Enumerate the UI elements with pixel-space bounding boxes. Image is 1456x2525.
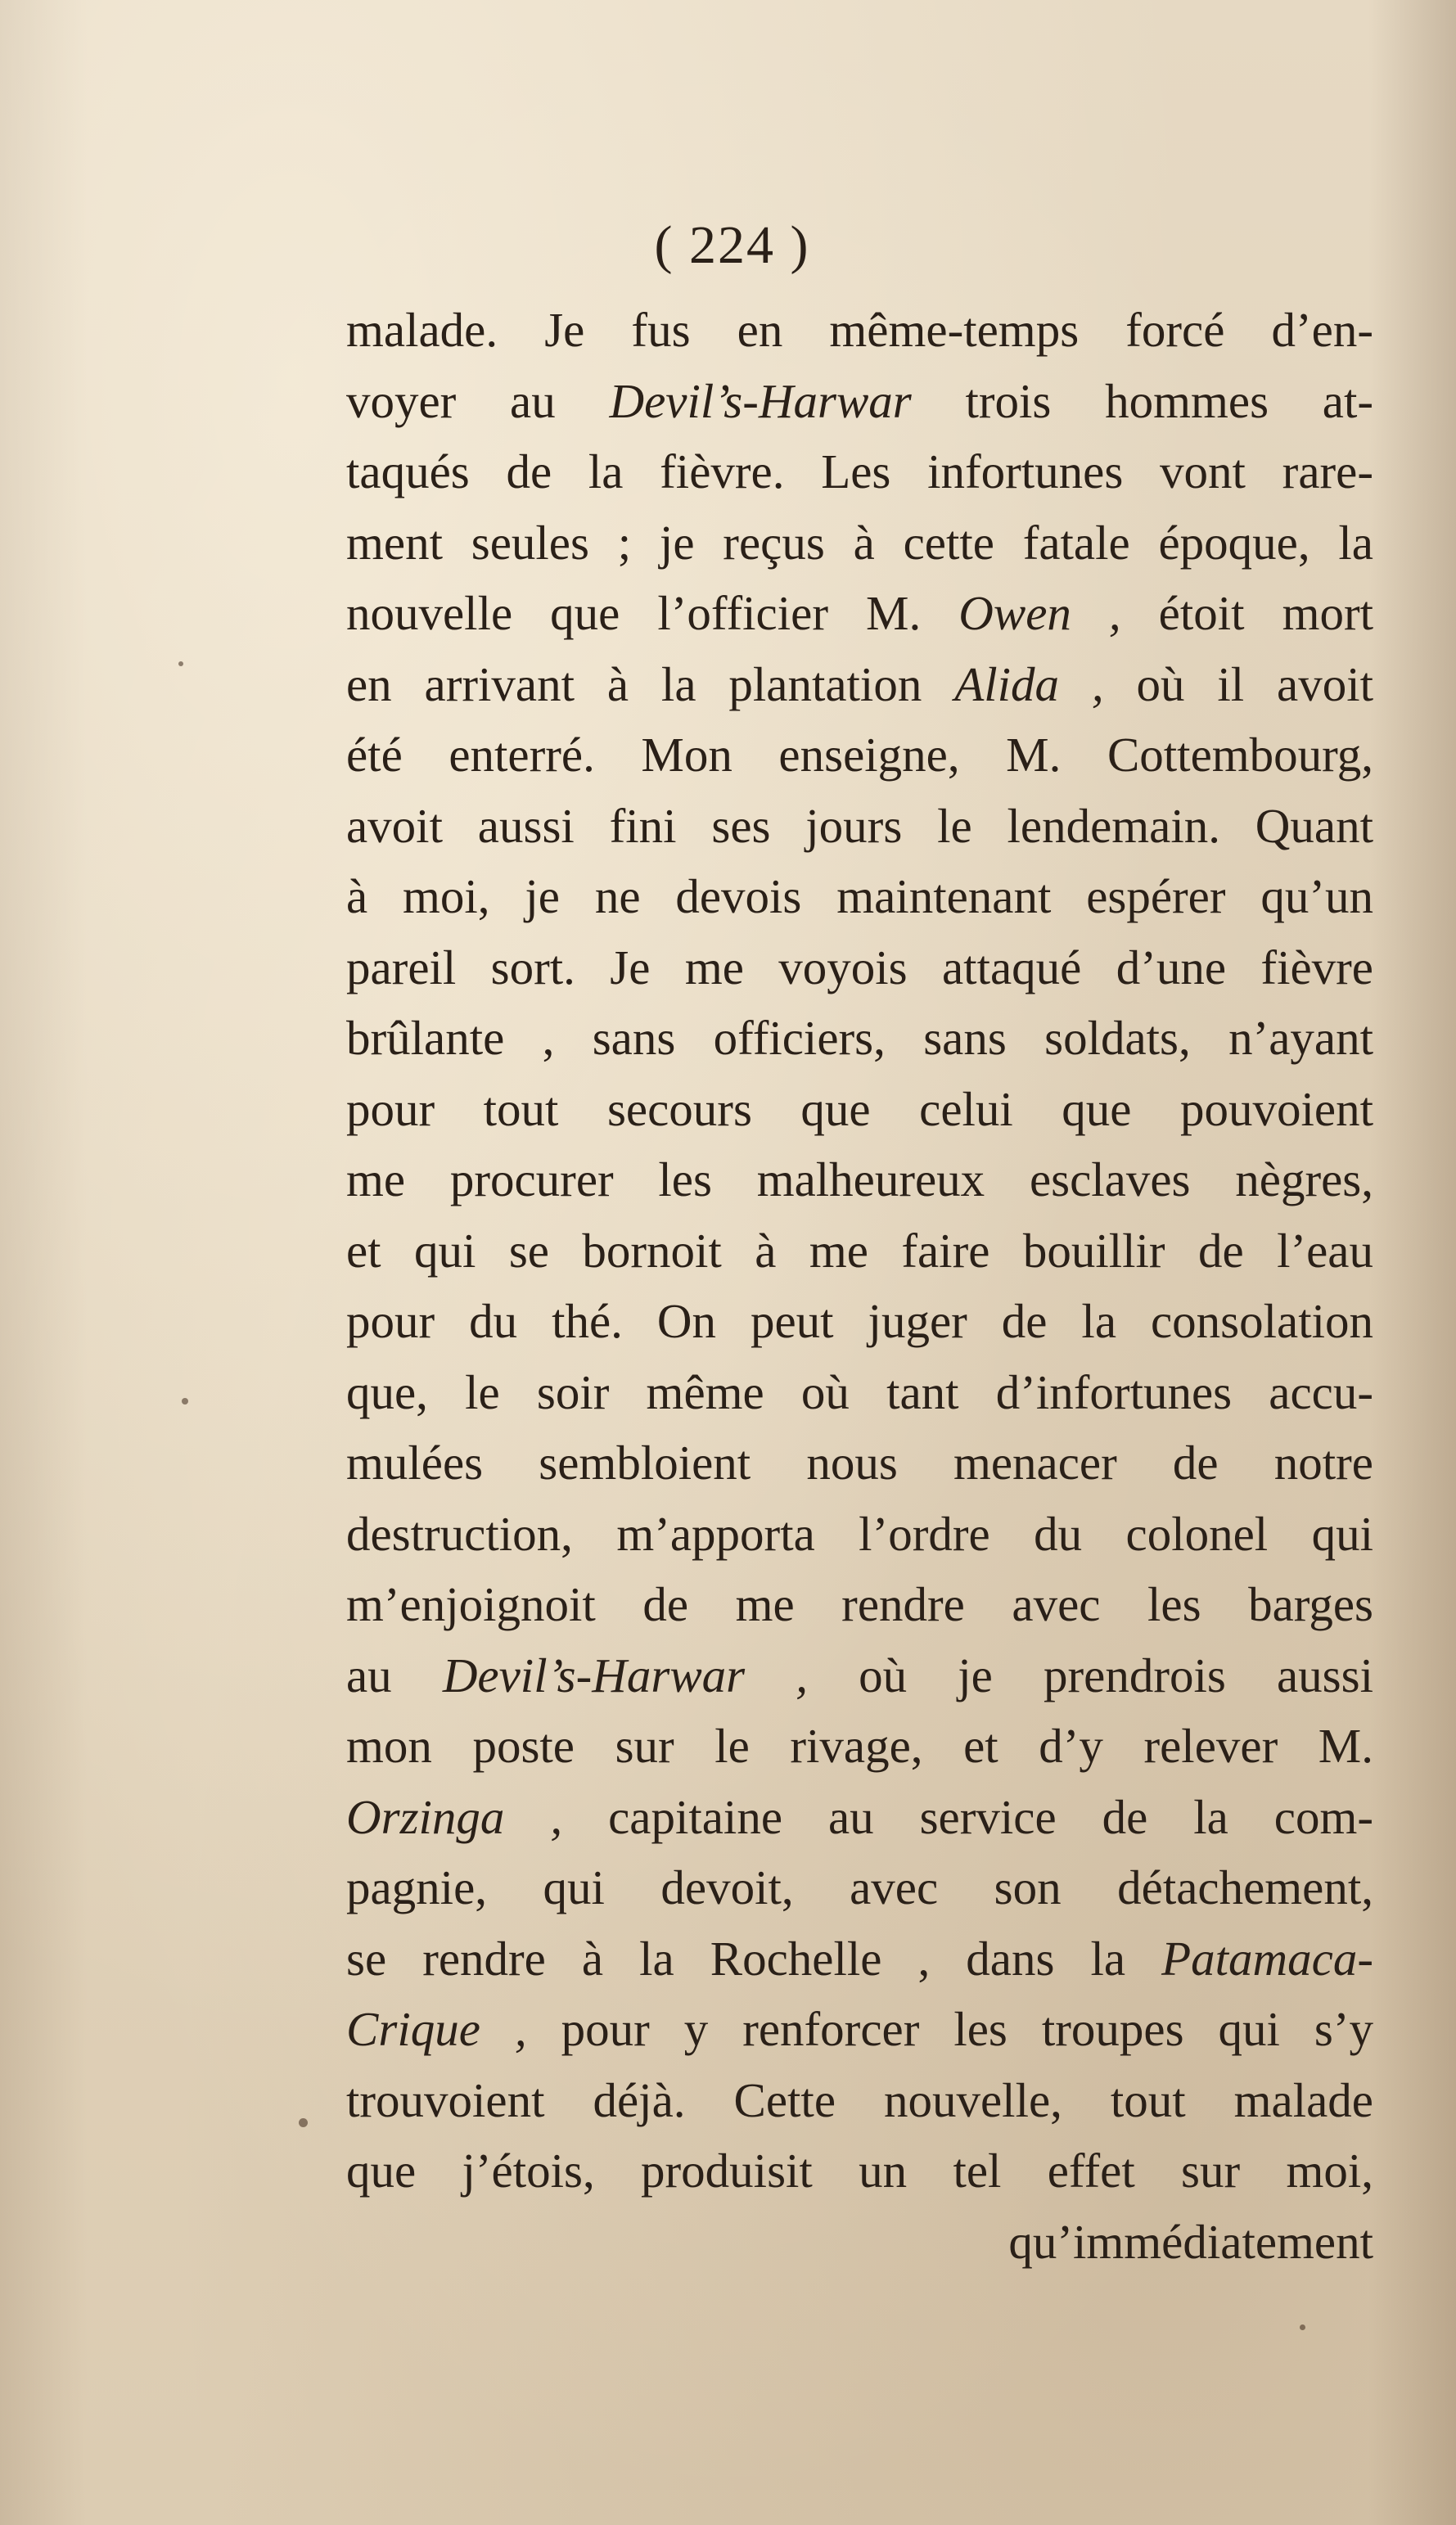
text-segment: m’enjoignoit de me rendre avec les barges: [346, 1577, 1373, 1631]
text-line: [346, 1640, 1373, 1711]
text-line: [346, 2207, 1373, 2278]
italic-segment: Devil’s-Harwar ,: [442, 1648, 809, 1702]
text-segment: destruction, m’apporta l’ordre du colonel qui: [346, 1506, 1373, 1561]
text-line: [346, 791, 1373, 862]
text-segment: nouvelle que l’officier M.: [346, 586, 959, 640]
ink-speck: [182, 1398, 188, 1405]
text-segment: brûlante , sans officiers, sans soldats, n’ayant: [346, 1011, 1373, 1065]
text-segment: pour du thé. On peut juger de la consolation: [346, 1294, 1373, 1348]
text-line: [346, 1286, 1373, 1357]
text-line: [346, 366, 1373, 437]
text-segment: capitaine au service de la com-: [562, 1789, 1373, 1844]
text-line: [346, 507, 1373, 579]
text-segment: pour y renforcer les troupes qui s’y: [526, 2002, 1373, 2056]
text-segment: pour tout secours que celui que pouvoient: [346, 1081, 1373, 1136]
italic-segment: Orzinga ,: [346, 1789, 563, 1844]
italic-segment: Alida ,: [954, 656, 1104, 711]
text-line: [346, 1215, 1373, 1287]
text-line: [346, 436, 1373, 507]
text-line: [346, 1499, 1373, 1570]
text-line: [346, 1003, 1373, 1074]
text-segment: été enterré. Mon enseigne, M. Cottembourg,: [346, 728, 1373, 782]
text-line: [346, 1782, 1373, 1853]
text-line: [346, 578, 1373, 649]
text-segment: se rendre à la Rochelle , dans la: [346, 1931, 1162, 1986]
text-line: [346, 1923, 1373, 1995]
italic-segment: Crique ,: [346, 2002, 527, 2056]
text-segment: au: [346, 1648, 443, 1702]
text-segment: avoit aussi fini ses jours le lendemain. Quant: [346, 798, 1373, 853]
text-segment: pagnie, qui devoit, avec son détachement,: [346, 1860, 1373, 1914]
text-line: [346, 861, 1373, 932]
text-line: [346, 1711, 1373, 1782]
text-line: [346, 1074, 1373, 1145]
text-line: [346, 1427, 1373, 1499]
text-segment: étoit mort: [1120, 586, 1373, 640]
ink-speck: [1300, 2324, 1305, 2330]
text-line: [346, 2135, 1373, 2207]
italic-segment: Patamaca-: [1161, 1931, 1373, 1986]
text-segment: pareil sort. Je me voyois attaqué d’une fièvre: [346, 940, 1373, 994]
italic-segment: Owen ,: [958, 586, 1121, 640]
page-number: ( 224 ): [654, 215, 810, 275]
text-segment: mon poste sur le rivage, et d’y relever M.: [346, 1719, 1373, 1773]
text-segment: trouvoient déjà. Cette nouvelle, tout malade: [346, 2072, 1373, 2127]
text-line: [346, 1994, 1373, 2065]
body-text: [346, 295, 1373, 2277]
text-line: [346, 719, 1373, 791]
text-segment: trois hommes at-: [911, 373, 1373, 428]
text-segment: mulées sembloient nous menacer de notre: [346, 1436, 1373, 1490]
text-segment: que, le soir même où tant d’infortunes accu-: [346, 1364, 1373, 1419]
ink-speck: [178, 661, 183, 666]
text-segment: où je prendrois aussi: [808, 1648, 1373, 1702]
text-segment: que j’étois, produisit un tel effet sur moi,: [346, 2144, 1373, 2198]
text-segment: taqués de la fièvre. Les infortunes vont rare-: [346, 444, 1373, 498]
italic-segment: Devil’s-Harwar: [609, 373, 912, 428]
text-line: [346, 649, 1373, 720]
text-line: [346, 1852, 1373, 1923]
text-line: [346, 1569, 1373, 1640]
text-line: [346, 1144, 1373, 1215]
text-segment: qu’immédiatement: [1008, 2214, 1373, 2269]
text-line: [346, 1357, 1373, 1428]
text-line: [346, 2065, 1373, 2136]
text-segment: ment seules ; je reçus à cette fatale époque, la: [346, 515, 1373, 570]
text-segment: en arrivant à la plantation: [346, 656, 955, 711]
text-segment: à moi, je ne devois maintenant espérer qu’un: [346, 869, 1373, 923]
text-line: [346, 932, 1373, 1003]
text-segment: où il avoit: [1103, 656, 1373, 711]
ink-speck: [299, 2118, 308, 2127]
text-segment: et qui se bornoit à me faire bouillir de l’eau: [346, 1223, 1373, 1278]
text-line: [346, 295, 1373, 366]
text-segment: malade. Je fus en même-temps forcé d’en-: [346, 303, 1373, 357]
text-segment: voyer au: [346, 373, 610, 428]
text-segment: me procurer les malheureux esclaves nègres,: [346, 1152, 1373, 1206]
